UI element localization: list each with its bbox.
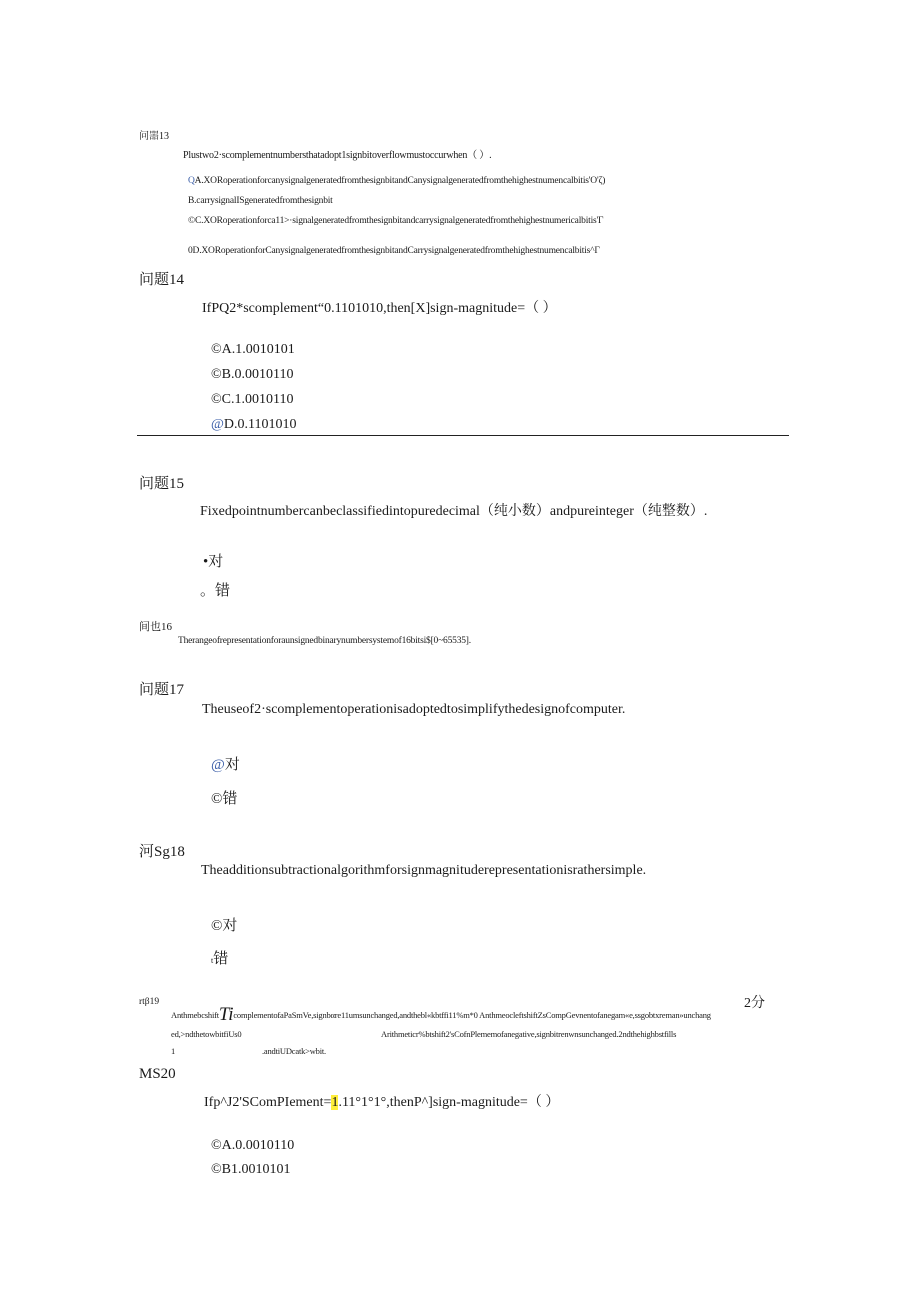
radio-icon[interactable]: © [188, 216, 196, 226]
question-14-option-d[interactable] [211, 417, 297, 433]
option-text: 对 [222, 918, 238, 934]
radio-icon[interactable]: © [211, 791, 223, 807]
question-19-stem-line2b: Arithmeticr%btshift2'sCofnPlememofanegative,signbitrenwnsunchanged.2ndthehighbstfills [381, 1029, 677, 1039]
question-14-option-b[interactable] [211, 367, 293, 383]
question-13-option-b[interactable] [188, 196, 333, 206]
radio-icon[interactable]: t [211, 956, 214, 965]
question-16-label: 间也16 [139, 621, 172, 633]
stem-fragment: Ifp^J2'SComPIement= [204, 1095, 332, 1110]
question-19-stem-line1 [171, 1004, 711, 1026]
option-text: D.0.1101010 [223, 417, 297, 432]
question-19-stem-line3a: 1 [171, 1046, 176, 1056]
option-text: B.carrysignalISgeneratedfromthesignbit [188, 196, 333, 206]
radio-icon[interactable]: @ [211, 757, 225, 773]
question-13-option-c[interactable] [188, 216, 603, 226]
option-text: A.0.0010110 [221, 1138, 295, 1153]
divider [137, 435, 789, 436]
question-14-stem: IfPQ2*scomplement“0.1101010,then[X]sign-magnitude=（ ） [202, 301, 557, 316]
question-17-stem: Theuseof2·scomplementoperationisadoptedtosimplifythedesignofcomputer. [202, 702, 626, 717]
question-17-option-false[interactable] [211, 787, 237, 808]
question-17-option-true[interactable] [211, 753, 240, 774]
stem-fragment: Ti [218, 1004, 234, 1025]
option-text: A.XORoperationforcanysignalgeneratedfromthesignbitandCanysignalgeneratedfromthehighestnumencalbitis'O'ζ) [194, 176, 606, 186]
option-text: 对 [224, 757, 240, 773]
radio-icon[interactable]: © [211, 392, 222, 407]
question-19-stem-line2a: ed,>ndthetowbitfiUs0 [171, 1029, 242, 1039]
question-18-stem: Theadditionsubtractionalgorithmforsignmagnituderepresentationisrathersimple. [201, 863, 647, 878]
option-text: 对 [208, 554, 224, 570]
question-15-label: 问题15 [139, 476, 185, 492]
question-19-points: 2分 [744, 996, 765, 1011]
option-text: B.0.0010110 [221, 367, 294, 382]
question-20-label: MS20 [139, 1066, 176, 1082]
radio-icon[interactable]: @ [211, 417, 224, 432]
question-14-label: 问题14 [139, 272, 185, 288]
stem-fragment: Anthmebcshift [171, 1010, 219, 1020]
question-13-option-d[interactable] [188, 246, 600, 256]
question-18-label: 河Sg18 [139, 844, 185, 860]
question-20-stem [204, 1091, 559, 1111]
question-19-stem-line3b: .andtiUDcatk>wbit. [262, 1046, 326, 1056]
question-18-option-false[interactable] [211, 947, 228, 968]
question-20-option-b[interactable] [211, 1162, 290, 1178]
question-19-label: rtβ19 [139, 997, 160, 1007]
option-text: A.1.0010101 [221, 342, 295, 357]
option-text: C.XORoperationforca11>·signalgeneratedfromthesignbitandcarrysignalgeneratedfromthehighestnumericalbitis'Γ [195, 216, 604, 226]
option-text: 错 [215, 583, 231, 599]
radio-icon[interactable]: • [203, 554, 209, 570]
radio-icon[interactable]: © [211, 342, 222, 357]
question-15-stem: Fixedpointnumbercanbeclassifiedintopuredecimal（纯小数）andpureinteger（纯整数）. [200, 504, 708, 519]
question-18-option-true[interactable] [211, 914, 237, 935]
radio-icon[interactable]: © [211, 1138, 222, 1153]
option-text: 0D.XORoperationforCanysignalgeneratedfromthesignbitandCarrysignalgeneratedfromthehighestnumencalbitis^Γ [188, 246, 600, 256]
question-13-stem: Plustwo2·scomplementnumbersthatadopt1signbitoverflowmustoccurwhen（ ）. [183, 150, 492, 161]
question-17-label: 问题17 [139, 682, 185, 698]
question-16-stem: Therangeofrepresentationforaunsignedbinarynumbersystemof16bitsi$[0~65535]. [178, 636, 471, 646]
radio-icon[interactable]: 。 [200, 583, 216, 599]
option-text: B1.0010101 [221, 1162, 291, 1177]
question-14-option-a[interactable] [211, 342, 295, 358]
option-text: 错 [222, 791, 238, 807]
radio-icon[interactable]: © [211, 1162, 222, 1177]
question-14-option-c[interactable] [211, 392, 293, 408]
option-text: 错 [213, 951, 229, 967]
question-13-option-a[interactable] [188, 176, 605, 186]
highlighted-text: 1 [331, 1095, 339, 1110]
stem-fragment: complementofaPaSmVe,signbαre11umsunchanged,andthebl«kbtffi11%m*0 AnthmeocleftshiftZsCompGevnentofanegam«e,ssgobtxreman»unchang [233, 1010, 711, 1020]
radio-icon[interactable]: © [211, 367, 222, 382]
radio-icon[interactable]: Q [188, 176, 195, 186]
question-13-label: 问噐13 [139, 131, 169, 142]
question-15-option-true[interactable] [203, 550, 223, 571]
question-15-option-false[interactable] [200, 579, 230, 600]
question-20-option-a[interactable] [211, 1138, 294, 1154]
stem-fragment: .11°1°1°,thenP^]sign-magnitude=（ ） [338, 1095, 560, 1110]
radio-icon[interactable]: © [211, 918, 223, 934]
option-text: C.1.0010110 [221, 392, 294, 407]
